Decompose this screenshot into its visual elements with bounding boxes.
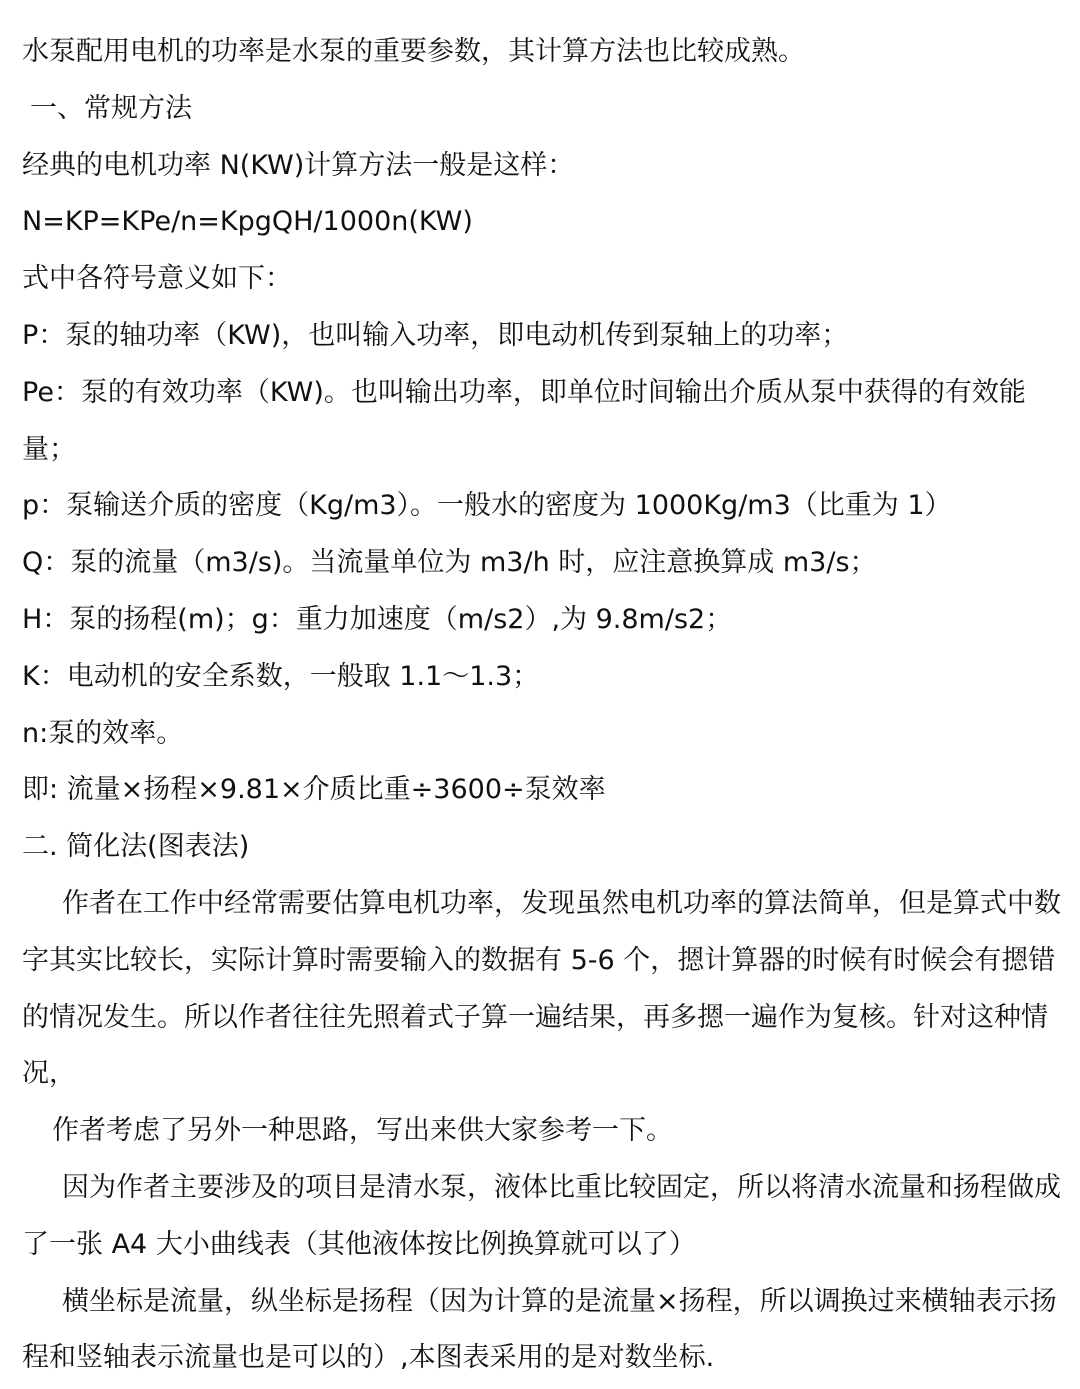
power-formula: N=KP=KPe/n=KpgQH/1000n(KW) (22, 206, 473, 238)
symbol-definition-p: P：泵的轴功率（KW)，也叫输入功率，即电动机传到泵轴上的功率； (22, 319, 849, 351)
symbol-definition-h-g: H：泵的扬程(m)；g：重力加速度（m/s2）,为 9.8m/s2； (22, 603, 733, 635)
symbols-intro: 式中各符号意义如下： (22, 263, 292, 295)
document-body (22, 24, 1062, 1387)
symbol-definition-pe: Pe：泵的有效功率（KW)。也叫输出功率，即单位时间输出介质从泵中获得的有效能量； (22, 376, 1026, 465)
section-heading-conventional-method: 一、常规方法 (30, 92, 192, 124)
author-paragraph: 作者在工作中经常需要估算电机功率，发现虽然电机功率的算法简单，但是算式中数字其实比较长，实际计算时需要输入的数据有 5-6 个，摁计算器的时候有时候会有摁错的情况发生。所以作者往往先照着式子算一遍结果，再多摁一遍作为复核。针对这种情况， (22, 887, 1061, 1090)
formula-in-words: 即: 流量×扬程×9.81×介质比重÷3600÷泵效率 (22, 774, 606, 806)
axis-description-paragraph: 横坐标是流量，纵坐标是扬程（因为计算的是流量×扬程，所以调换过来横轴表示扬程和竖轴表示流量也是可以的）,本图表采用的是对数坐标. (22, 1285, 1057, 1374)
symbol-definition-density: p：泵输送介质的密度（Kg/m3）。一般水的密度为 1000Kg/m3（比重为 1） (22, 490, 952, 522)
symbol-definition-q: Q：泵的流量（m3/s)。当流量单位为 m3/h 时，应注意换算成 m3/s； (22, 547, 877, 579)
symbol-definition-n: n:泵的效率。 (22, 717, 184, 749)
author-idea-line: 作者考虑了另外一种思路，写出来供大家参考一下。 (52, 1115, 673, 1147)
intro-paragraph: 水泵配用电机的功率是水泵的重要参数，其计算方法也比较成熟。 (22, 36, 805, 67)
formula-intro: 经典的电机功率 N(KW)计算方法一般是这样： (22, 149, 575, 181)
section-heading-simplified-method: 二. 简化法(图表法) (22, 831, 250, 863)
symbol-definition-k: K：电动机的安全系数，一般取 1.1～1.3； (22, 660, 540, 692)
chart-description-paragraph: 因为作者主要涉及的项目是清水泵，液体比重比较固定，所以将清水流量和扬程做成了一张 A4 大小曲线表（其他液体按比例换算就可以了） (22, 1171, 1061, 1260)
